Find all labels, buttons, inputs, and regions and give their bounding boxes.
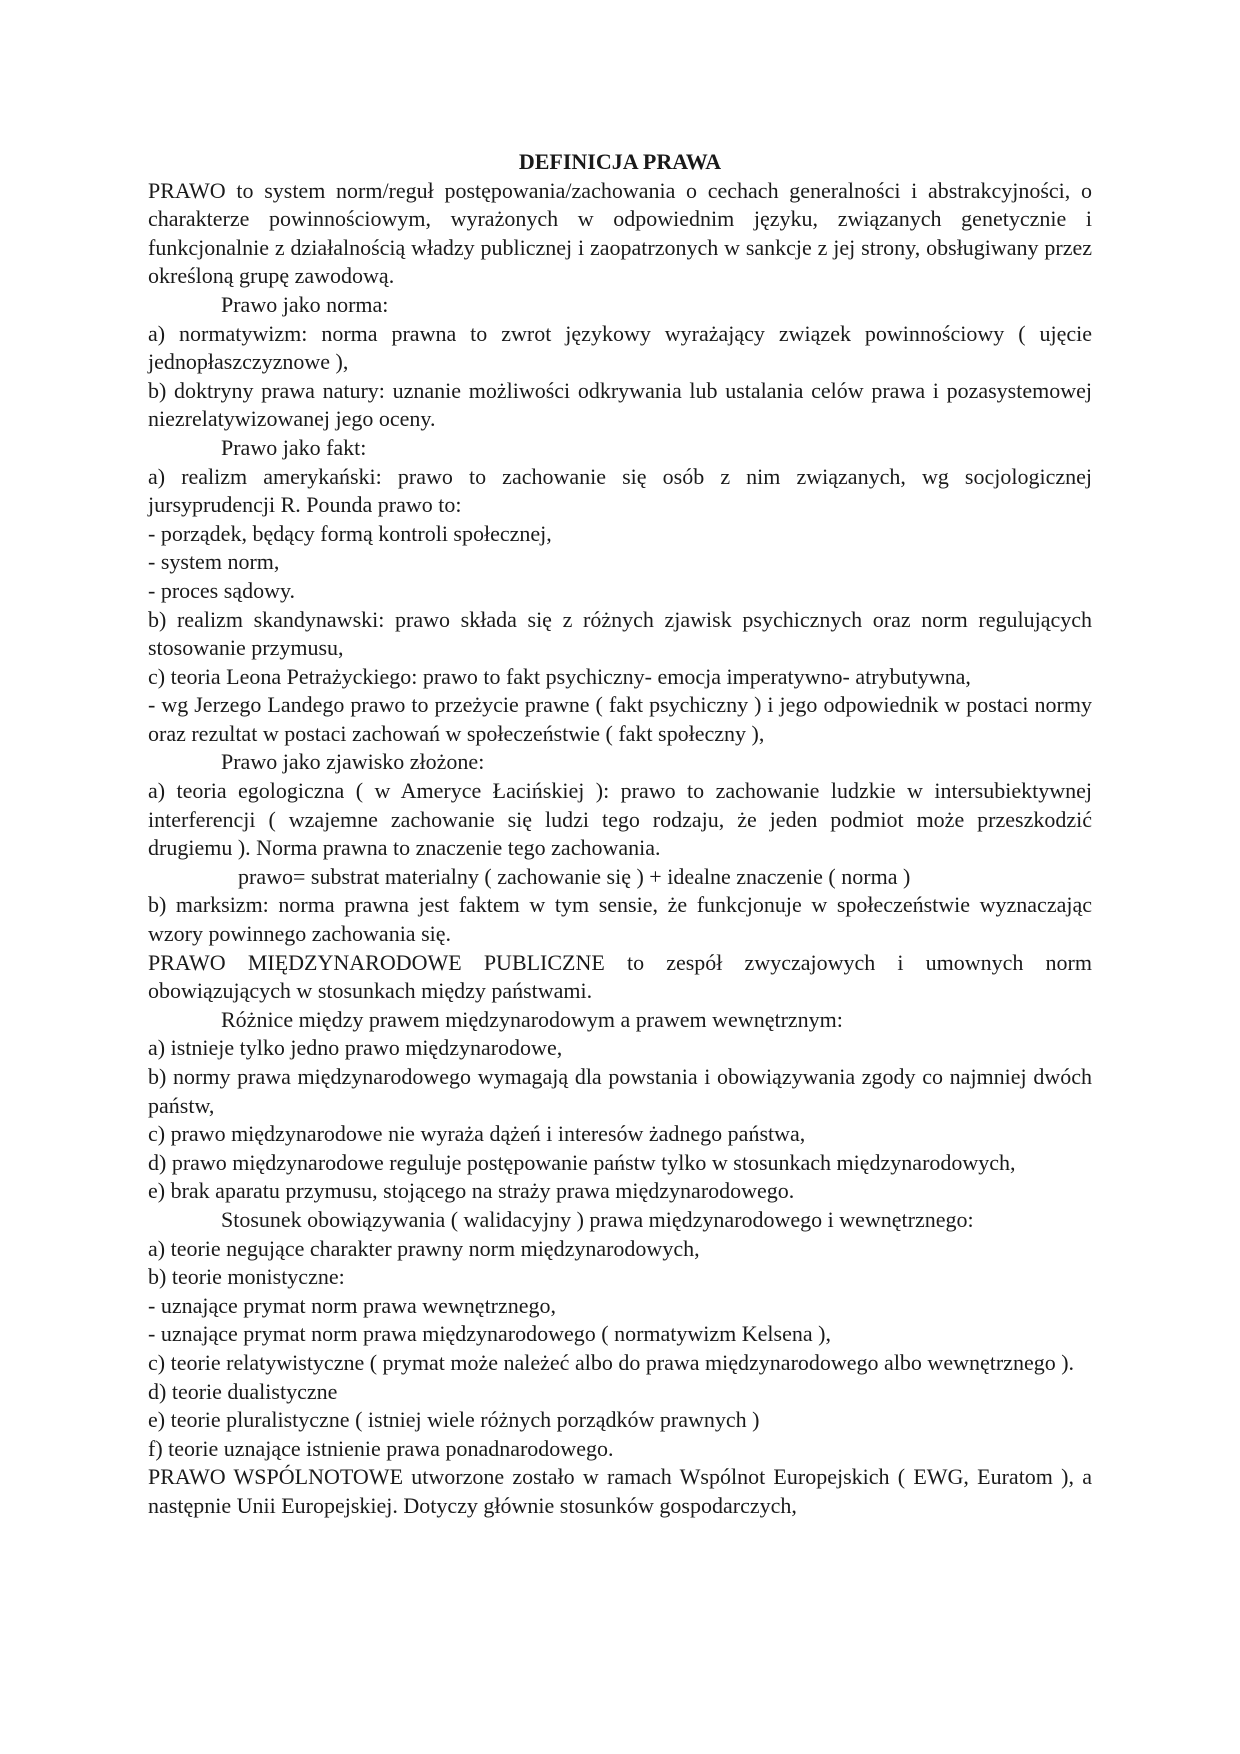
list-item-no-coercion: e) brak aparatu przymusu, stojącego na straży prawa międzynarodowego. <box>148 1178 795 1204</box>
heading-law-as-complex: Prawo jako zjawisko złożone: <box>221 749 485 775</box>
heading-law-as-fact: Prawo jako fakt: <box>221 434 367 460</box>
list-item-court-process: - proces sądowy. <box>148 577 296 603</box>
paragraph-definition: PRAWO to system norm/reguł postępowania/zachowania o cechach generalności i abstrakcyjności, o charakterze powinnościowym, wyrażonych w odpowiednim języku, związanych genetycznie i funkcjonalnie z działalnością władzy publicznej i zaopatrzonych w sankcje z jej strony, obsługiwany przez określoną grupę zawodową. <box>148 177 1092 289</box>
list-item-relativistic-theories: c) teorie relatywistyczne ( prymat może należeć albo do prawa międzynarodowego albo wewnętrznego ). <box>148 1349 1075 1375</box>
heading-validation-relation: Stosunek obowiązywania ( walidacyjny ) prawa międzynarodowego i wewnętrznego: <box>221 1206 974 1232</box>
heading-law-as-norm: Prawo jako norma: <box>221 291 389 317</box>
paragraph-community-law: PRAWO WSPÓLNOTOWE utworzone zostało w ramach Wspólnot Europejskich ( EWG, Euratom ), a następnie Unii Europejskiej. Dotyczy głównie stosunków gospodarczych, <box>148 1464 1092 1518</box>
list-item-negating-theories: a) teorie negujące charakter prawny norm międzynarodowych, <box>148 1235 700 1261</box>
list-item-international-relations: d) prawo międzynarodowe reguluje postępowanie państw tylko w stosunkach międzynarodowych, <box>148 1149 1016 1175</box>
paragraph-normativism: a) normatywizm: norma prawna to zwrot językowy wyrażający związek powinnościowy ( ujęcie jednopłaszczyznowe ), <box>148 320 1092 375</box>
list-item-supranational-law: f) teorie uznające istnienie prawa ponadnarodowego. <box>148 1435 614 1461</box>
paragraph-lande: - wg Jerzego Landego prawo to przeżycie prawne ( fakt psychiczny ) i jego odpowiednik w postaci normy oraz rezultat w postaci zachowań w społeczeństwie ( fakt społeczny ), <box>148 692 1092 746</box>
list-item-monistic-theories: b) teorie monistyczne: <box>148 1264 345 1290</box>
list-item-one-international-law: a) istnieje tylko jedno prawo międzynarodowe, <box>148 1035 563 1061</box>
paragraph-petrazycki: c) teoria Leona Petrażyckiego: prawo to fakt psychiczny- emocja imperatywno- atrybutywna, <box>148 663 971 689</box>
list-item-consent: b) normy prawa międzynarodowego wymagają dla powstania i obowiązywania zgody co najmniej dwóch państw, <box>148 1064 1092 1118</box>
document-page <box>148 148 1092 1521</box>
list-item-order: - porządek, będący formą kontroli społecznej, <box>148 520 552 546</box>
document-title: DEFINICJA PRAWA <box>518 149 722 174</box>
list-item-international-primacy: - uznające prymat norm prawa międzynarodowego ( normatywizm Kelsena ), <box>148 1321 831 1347</box>
list-item-system-of-norms: - system norm, <box>148 549 280 575</box>
formula-law: prawo= substrat materialny ( zachowanie się ) + idealne znaczenie ( norma ) <box>238 863 911 889</box>
paragraph-egological-theory: a) teoria egologiczna ( w Ameryce Łacińskiej ): prawo to zachowanie ludzkie w intersubiektywnej interferencji ( wzajemne zachowanie się ludzi tego rodzaju, że jeden podmiot może przeszkodzić drugiemu ). Norma prawna to znaczenie tego zachowania. <box>148 778 1092 861</box>
list-item-dualistic-theories: d) teorie dualistyczne <box>148 1378 338 1404</box>
paragraph-scandinavian-realism: b) realizm skandynawski: prawo składa się z różnych zjawisk psychicznych oraz norm regulujących stosowanie przymusu, <box>148 606 1092 661</box>
paragraph-natural-law: b) doktryny prawa natury: uznanie możliwości odkrywania lub ustalania celów prawa i pozasystemowej niezrelatywizowanej jego oceny. <box>148 377 1092 432</box>
list-item-no-state-interests: c) prawo międzynarodowe nie wyraża dążeń i interesów żadnego państwa, <box>148 1121 806 1147</box>
paragraph-international-law: PRAWO MIĘDZYNARODOWE PUBLICZNE to zespół zwyczajowych i umownych norm obowiązujących w stosunkach między państwami. <box>148 949 1092 1004</box>
list-item-domestic-primacy: - uznające prymat norm prawa wewnętrznego, <box>148 1292 557 1318</box>
heading-differences: Różnice między prawem międzynarodowym a prawem wewnętrznym: <box>221 1006 843 1032</box>
paragraph-american-realism: a) realizm amerykański: prawo to zachowanie się osób z nim związanych, wg socjologicznej jursyprudencji R. Pounda prawo to: <box>148 463 1092 518</box>
paragraph-marxism: b) marksizm: norma prawna jest faktem w tym sensie, że funkcjonuje w społeczeństwie wyznaczając wzory powinnego zachowania się. <box>148 892 1092 947</box>
list-item-pluralistic-theories: e) teorie pluralistyczne ( istniej wiele różnych porządków prawnych ) <box>148 1407 760 1433</box>
